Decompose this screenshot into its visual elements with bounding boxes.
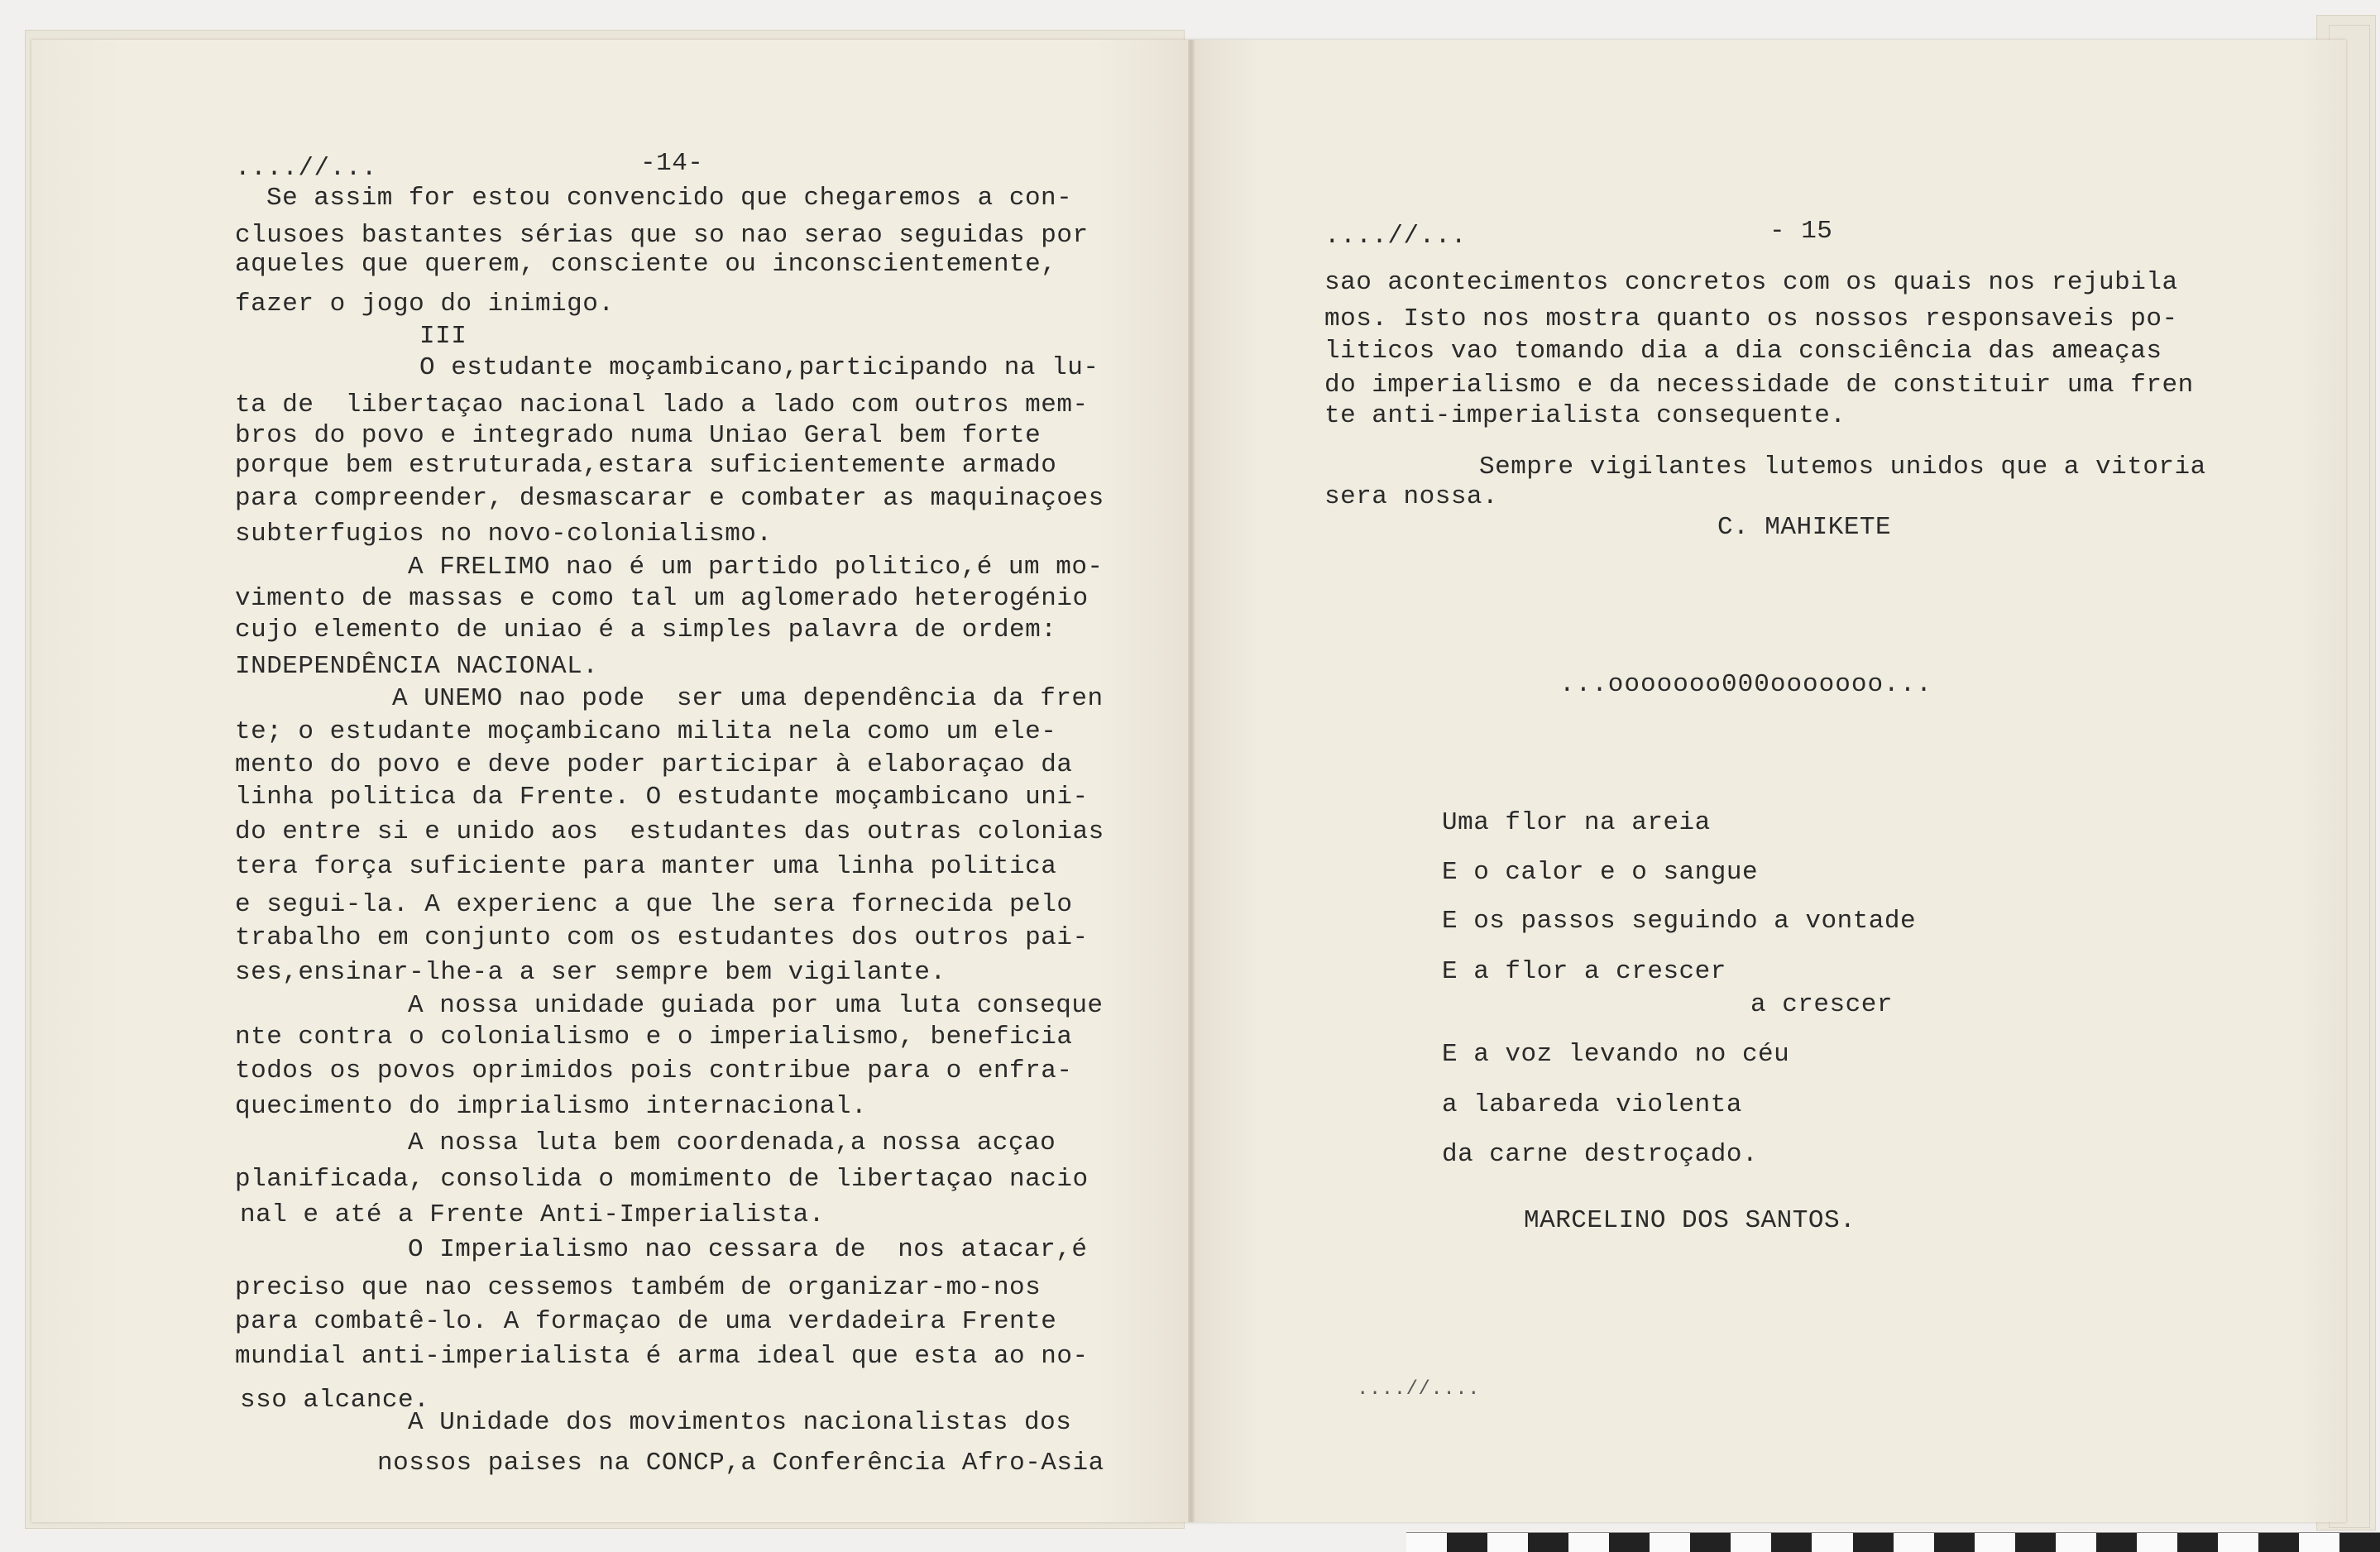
left-text-line: vimento de massas e como tal um aglomerado heterogénio xyxy=(235,584,1089,613)
left-header-marker: ....//... xyxy=(235,154,377,183)
left-text-line: e segui-la. A experienc a que lhe sera fornecida pelo xyxy=(235,890,1073,919)
scale-ruler xyxy=(1406,1532,2380,1552)
left-text-line: bros do povo e integrado numa Uniao Geral bem forte xyxy=(235,421,1042,450)
left-text-line: planificada, consolida o momimento de libertaçao nacio xyxy=(235,1165,1089,1194)
left-text-line: linha politica da Frente. O estudante moçambicano uni- xyxy=(235,783,1089,812)
left-text-line: ses,ensinar-lhe-a a ser sempre bem vigilante. xyxy=(235,958,946,987)
left-text-line: cujo elemento de uniao é a simples palavra de ordem: xyxy=(235,616,1057,644)
right-header-marker: ....//... xyxy=(1324,222,1467,251)
left-text-line: clusoes bastantes sérias que so nao serao seguidas por xyxy=(235,221,1089,250)
left-text-line: nte contra o colonialismo e o imperialismo, beneficia xyxy=(235,1023,1073,1051)
poem-line: E a voz levando no céu xyxy=(1442,1040,1790,1069)
decorative-divider: ...ooooooo000ooooooo... xyxy=(1559,670,1932,699)
left-text-line: do entre si e unido aos estudantes das outras colonias xyxy=(235,817,1104,846)
signature-marcelino-dos-santos: MARCELINO DOS SANTOS. xyxy=(1524,1206,1856,1235)
left-section-numeral: III xyxy=(419,322,467,351)
left-text-line: mento do povo e deve poder participar à elaboraçao da xyxy=(235,750,1073,779)
right-text-line: sao acontecimentos concretos com os quais nos rejubila xyxy=(1324,268,2178,297)
left-text-line: mundial anti-imperialista é arma ideal que esta ao no- xyxy=(235,1342,1089,1371)
left-text-line: te; o estudante moçambicano milita nela como um ele- xyxy=(235,717,1057,746)
signature-mahikete: C. MAHIKETE xyxy=(1717,513,1892,542)
right-text-line: mos. Isto nos mostra quanto os nossos responsaveis po- xyxy=(1324,304,2178,333)
poem-line: E a flor a crescer xyxy=(1442,957,1726,986)
left-text-line: ta de libertaçao nacional lado a lado com outros mem- xyxy=(235,390,1089,419)
right-page xyxy=(1191,40,2346,1522)
right-text-line: liticos vao tomando dia a dia consciência das ameaças xyxy=(1324,337,2162,366)
left-page-number: -14- xyxy=(640,149,704,178)
left-text-line: A nossa unidade guiada por uma luta conseque xyxy=(408,991,1104,1020)
left-text-line: porque bem estruturada,estara suficientemente armado xyxy=(235,451,1057,480)
left-text-line: para combatê-lo. A formaçao de uma verdadeira Frente xyxy=(235,1307,1057,1336)
left-text-line: Se assim for estou convencido que chegaremos a con- xyxy=(266,184,1073,213)
left-text-line: quecimento do imprialismo internacional. xyxy=(235,1092,868,1121)
left-text-line: para compreender, desmascarar e combater as maquinaçoes xyxy=(235,484,1104,513)
right-text-line: sera nossa. xyxy=(1324,482,1499,511)
left-text-line: INDEPENDÊNCIA NACIONAL. xyxy=(235,652,599,681)
left-text-line: nal e até a Frente Anti-Imperialista. xyxy=(240,1200,825,1229)
left-text-line: tera força suficiente para manter uma linha politica xyxy=(235,852,1057,881)
left-text-line: aqueles que querem, consciente ou inconscientemente, xyxy=(235,250,1057,279)
left-text-line: trabalho em conjunto com os estudantes dos outros pai- xyxy=(235,923,1089,952)
left-text-line: A Unidade dos movimentos nacionalistas dos xyxy=(408,1408,1072,1437)
left-text-line: todos os povos oprimidos pois contribue para o enfra- xyxy=(235,1056,1073,1085)
poem-line: a labareda violenta xyxy=(1442,1090,1742,1119)
end-marker: ....//.... xyxy=(1357,1378,1481,1401)
poem-line: E o calor e o sangue xyxy=(1442,858,1759,887)
poem-line: a crescer xyxy=(1750,990,1893,1019)
poem-line: da carne destroçado. xyxy=(1442,1140,1759,1169)
left-text-line: O estudante moçambicano,participando na lu- xyxy=(419,353,1099,382)
left-text-line: preciso que nao cessemos também de organizar-mo-nos xyxy=(235,1273,1042,1302)
left-text-line: A UNEMO nao pode ser uma dependência da fren xyxy=(392,684,1104,713)
right-text-line: do imperialismo e da necessidade de constituir uma fren xyxy=(1324,371,2194,400)
left-text-line: fazer o jogo do inimigo. xyxy=(235,290,615,319)
poem-line: Uma flor na areia xyxy=(1442,808,1711,837)
right-text-line: Sempre vigilantes lutemos unidos que a vitoria xyxy=(1479,453,2206,481)
left-text-line: sso alcance. xyxy=(240,1386,430,1415)
left-text-line: subterfugios no novo-colonialismo. xyxy=(235,520,773,548)
left-text-line: nossos paises na CONCP,a Conferência Afro-Asia xyxy=(377,1449,1104,1478)
left-text-line: A FRELIMO nao é um partido politico,é um mo- xyxy=(408,553,1104,582)
book-gutter xyxy=(1188,40,1195,1522)
poem-line: E os passos seguindo a vontade xyxy=(1442,907,1917,936)
right-text-line: te anti-imperialista consequente. xyxy=(1324,401,1846,430)
right-page-number: - 15 xyxy=(1769,217,1833,246)
left-text-line: O Imperialismo nao cessara de nos atacar,é xyxy=(408,1235,1088,1264)
left-text-line: A nossa luta bem coordenada,a nossa acçao xyxy=(408,1128,1056,1157)
